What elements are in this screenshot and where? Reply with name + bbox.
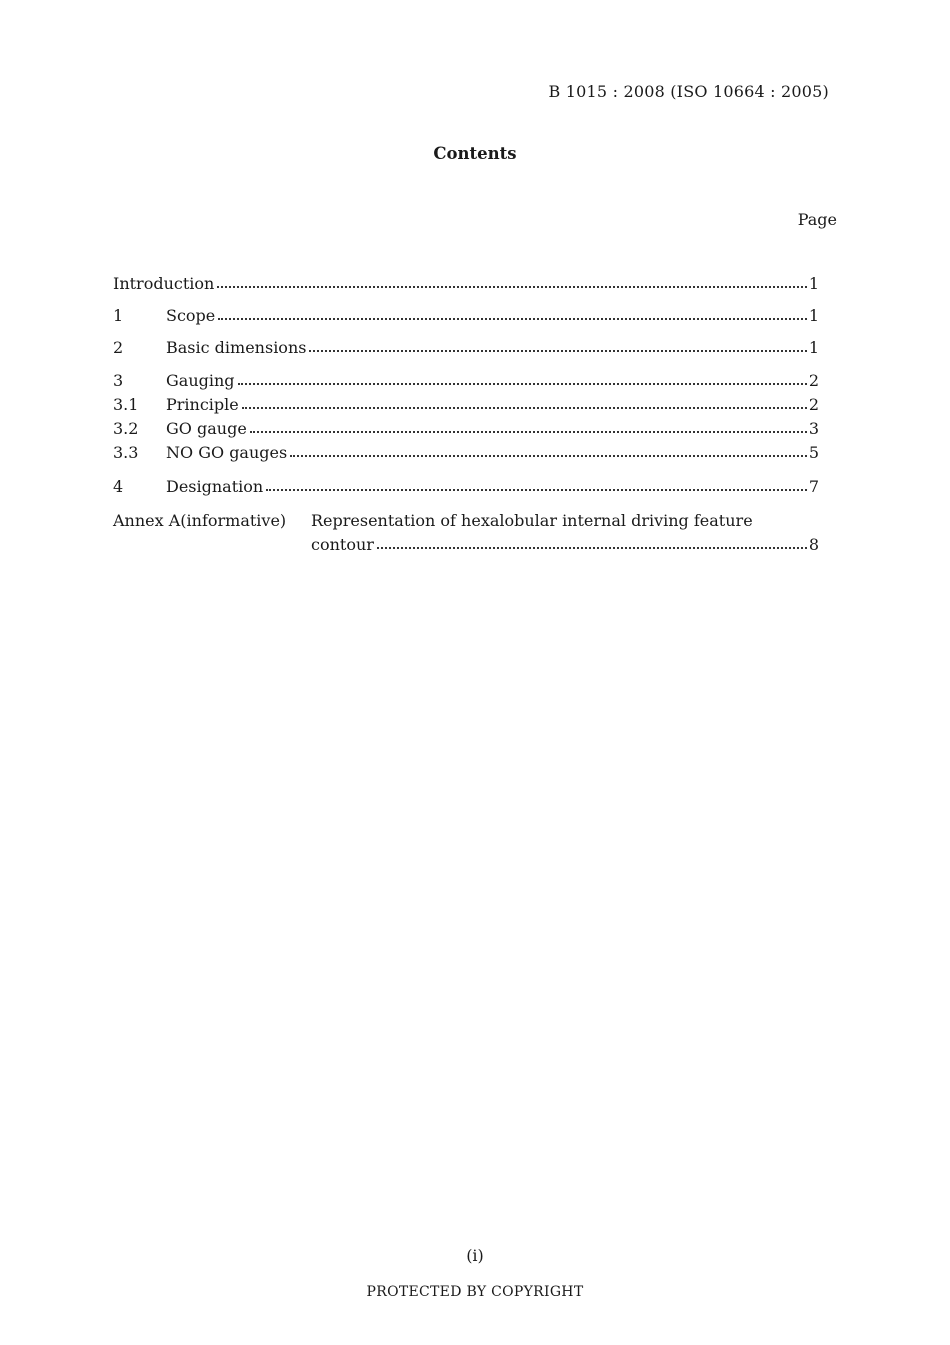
toc-entry-label: GO gauge <box>166 419 247 438</box>
dot-leader <box>238 382 807 385</box>
toc-entry-introduction[interactable] <box>113 272 819 296</box>
toc-entry-label: Scope <box>166 306 216 325</box>
dot-leader <box>377 546 807 549</box>
toc-entry-number: 3.2 <box>113 419 139 438</box>
toc-entry-designation[interactable] <box>113 475 819 499</box>
dot-leader <box>309 349 806 352</box>
annex-label: Annex A(informative) <box>113 511 287 530</box>
document-identifier: B 1015 : 2008 (ISO 10664 : 2005) <box>548 82 829 101</box>
annex-title-line-2: contour <box>311 535 374 554</box>
toc-entry-principle[interactable] <box>113 393 819 417</box>
dot-leader <box>250 430 807 433</box>
toc-entry-label: Introduction <box>113 274 215 293</box>
toc-entry-number: 3 <box>113 371 124 390</box>
toc-entry-page: 1 <box>808 274 819 293</box>
copyright-notice: PROTECTED BY COPYRIGHT <box>366 1284 584 1300</box>
dot-leader <box>218 317 807 320</box>
toc-entry-label: Basic dimensions <box>166 338 307 357</box>
toc-entry-label: Gauging <box>166 371 235 390</box>
page-title: Contents <box>433 144 517 163</box>
toc-entry-label: Designation <box>166 477 264 496</box>
annex-title-line-2-row <box>311 533 819 557</box>
toc-entry-gauging[interactable] <box>113 369 819 393</box>
table-of-contents <box>113 272 819 557</box>
toc-entry-page: 8 <box>808 535 819 554</box>
toc-entry-number: 3.3 <box>113 443 139 462</box>
toc-entry-no-go-gauges[interactable] <box>113 441 819 465</box>
toc-entry-number: 4 <box>113 477 124 496</box>
toc-entry-page: 2 <box>808 371 819 390</box>
toc-entry-number: 3.1 <box>113 395 139 414</box>
toc-entry-go-gauge[interactable] <box>113 417 819 441</box>
dot-leader <box>266 488 807 491</box>
page-column-label: Page <box>797 210 837 229</box>
toc-entry-page: 5 <box>808 443 819 462</box>
toc-entry-page: 7 <box>808 477 819 496</box>
toc-entry-label: NO GO gauges <box>166 443 288 462</box>
toc-entry-annex-a[interactable] <box>113 509 819 557</box>
toc-entry-page: 3 <box>808 419 819 438</box>
toc-entry-number: 1 <box>113 306 124 325</box>
toc-entry-page: 2 <box>808 395 819 414</box>
toc-entry-page: 1 <box>808 338 819 357</box>
toc-entry-page: 1 <box>808 306 819 325</box>
dot-leader <box>290 454 807 457</box>
toc-entry-scope[interactable] <box>113 304 819 328</box>
page-number: (i) <box>466 1246 484 1265</box>
dot-leader <box>242 406 807 409</box>
toc-entry-number: 2 <box>113 338 124 357</box>
dot-leader <box>217 285 806 288</box>
toc-entry-label: Principle <box>166 395 239 414</box>
annex-title-line-1: Representation of hexalobular internal driving feature <box>311 511 753 530</box>
toc-entry-basic-dimensions[interactable] <box>113 336 819 360</box>
